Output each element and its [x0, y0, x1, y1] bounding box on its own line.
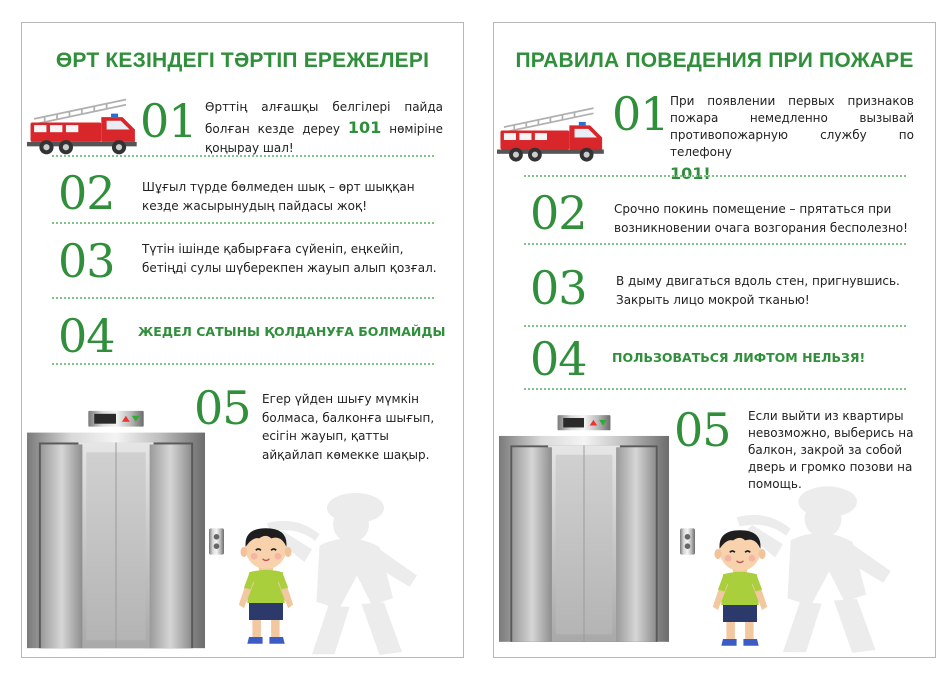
rule-number: 03 — [58, 234, 115, 288]
rule-number: 05 — [674, 403, 731, 457]
rule-number: 02 — [58, 166, 115, 220]
rule-number: 04 — [58, 309, 115, 363]
rule-text: Өрттің алғашқы белгілері пайда болған кезде дереу 101 нөміріне қоңырау шал! — [205, 100, 443, 155]
divider — [52, 297, 434, 299]
rule-number: 01 — [140, 94, 197, 148]
rule-number: 05 — [194, 381, 251, 435]
rule-number: 03 — [530, 261, 587, 315]
rule-number: 04 — [530, 332, 587, 386]
rule-number: 02 — [530, 186, 587, 240]
poster-kazakh — [21, 22, 464, 658]
divider — [524, 325, 906, 327]
divider — [524, 388, 906, 390]
rule-text: Егер үйден шығу мүмкін болмаса, балконға шығып, есігін жауып, қатты айқайлап көмекке шақыр. — [262, 392, 435, 462]
rule-highlight-text: ПОЛЬЗОВАТЬСЯ ЛИФТОМ НЕЛЬЗЯ! — [612, 350, 866, 365]
boy-icon — [706, 518, 774, 658]
rule-text: Түтін ішінде қабырғаға сүйеніп, еңкейіп, бетіңді сулы шүберекпен жауып алып қозғал. — [142, 242, 437, 275]
rule-text: При появлении первых признаков пожара немедленно вызывай противопожарную службу по телефону 101! — [670, 94, 914, 183]
rule-text: Срочно покинь помещение – прятаться при возникновении очага возгорания бесполезно! — [614, 202, 908, 235]
elevator-call-panel-icon — [680, 528, 695, 555]
rule-number: 01 — [612, 87, 669, 141]
divider — [524, 175, 906, 177]
divider — [52, 363, 434, 365]
divider — [524, 243, 906, 245]
phone-number: 101 — [347, 117, 382, 137]
fire-truck-icon — [497, 103, 609, 165]
poster-title: ПРАВИЛА ПОВЕДЕНИЯ ПРИ ПОЖАРЕ — [515, 49, 914, 72]
poster-title: ӨРТ КЕЗІНДЕГІ ТӘРТІП ЕРЕЖЕЛЕРІ — [55, 49, 430, 72]
phone-number: 101! — [670, 164, 711, 183]
divider — [52, 222, 434, 224]
elevator-call-panel-icon — [209, 528, 224, 555]
boy-icon — [232, 516, 300, 656]
elevator-icon — [499, 401, 669, 656]
rule-text: В дыму двигаться вдоль стен, пригнувшись. Закрыть лицо мокрой тканью! — [616, 274, 900, 307]
rule-highlight-text: ЖЕДЕЛ САТЫНЫ ҚОЛДАНУҒА БОЛМАЙДЫ — [138, 324, 446, 339]
poster-russian — [493, 22, 936, 658]
rule-text: Шұғыл түрде бөлмеден шық – өрт шыққан кезде жасырынудың пайдасы жоқ! — [142, 180, 415, 213]
elevator-icon — [27, 403, 205, 656]
divider — [52, 155, 434, 157]
rule-text: Если выйти из квартиры невозможно, выберись на балкон, закрой за собой дверь и громко позови на помощь. — [748, 409, 914, 491]
fire-truck-icon — [27, 95, 142, 157]
